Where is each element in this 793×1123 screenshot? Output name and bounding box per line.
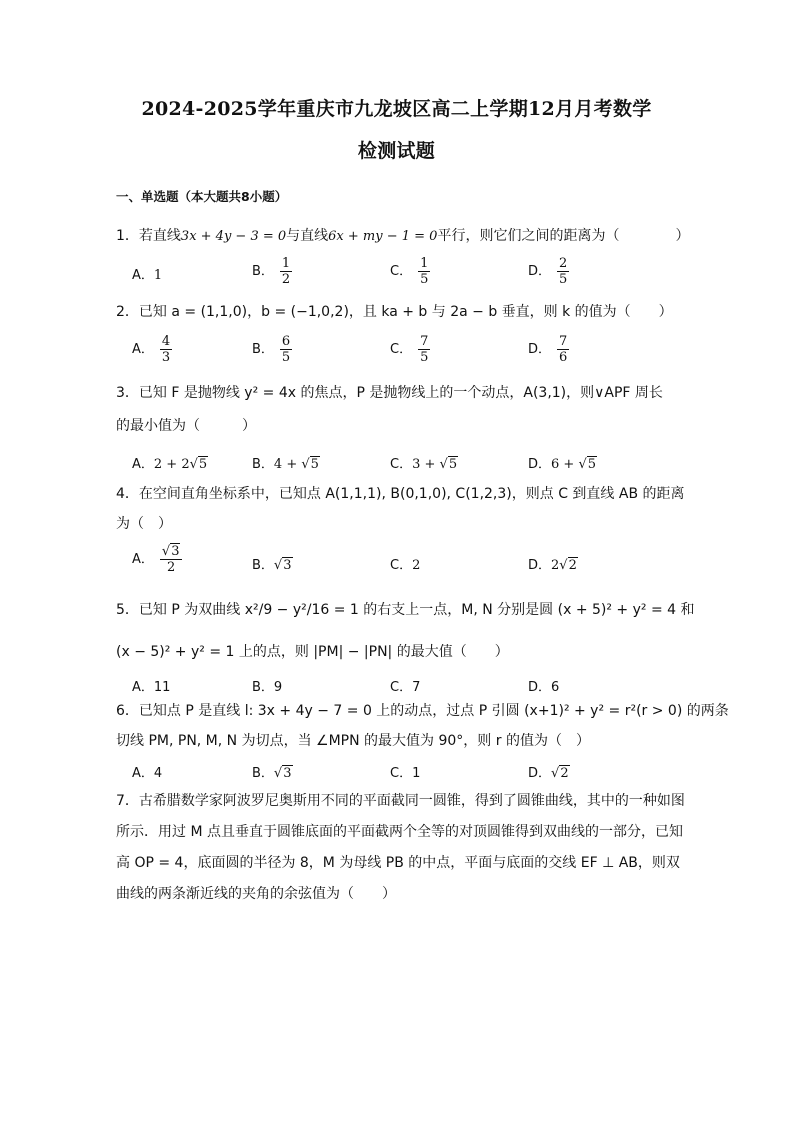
radicand: 5 — [198, 457, 208, 472]
fraction — [557, 256, 569, 287]
q1-option-c[interactable] — [390, 256, 430, 287]
radicand: 3 — [283, 766, 292, 781]
option-label: D． — [528, 457, 552, 472]
denominator: 2 — [281, 272, 291, 287]
q5-option-a[interactable]: A．11 — [132, 680, 171, 695]
sqrt-expr: 6 + √5 — [551, 457, 597, 472]
exam-title-line1: 2024-2025学年重庆市九龙坡区高二上学期12月月考数学 — [141, 98, 652, 120]
question-5-line2: (x − 5)² + y² = 1 上的点，则 |PM| − |PN| 的最大值（ ） — [116, 644, 509, 660]
numerator: 7 — [420, 334, 429, 349]
radicand: 2 — [560, 766, 569, 781]
fraction — [280, 256, 292, 287]
option-label: B． — [252, 342, 274, 357]
sqrt-prefix: 2 — [551, 558, 560, 573]
radicand: 5 — [587, 457, 597, 472]
sqrt-expr: √2 — [551, 766, 569, 781]
q1-option-a[interactable] — [132, 264, 162, 283]
q5-option-c[interactable]: C．7 — [390, 680, 421, 695]
sqrt-expr: 4 + √5 — [273, 457, 319, 472]
question-4-line2: 为（ ） — [116, 516, 172, 532]
question-6-line1: 6．已知点 P 是直线 l: 3x + 4y − 7 = 0 上的动点，过点 P 引圆 (x+1)² + y² = r²(r > 0) 的两条 — [116, 703, 729, 719]
q3-option-c[interactable] — [390, 453, 458, 472]
sqrt-prefix: 6 + — [551, 457, 579, 472]
q6-option-a[interactable]: A．4 — [132, 766, 163, 781]
numerator: √3 — [160, 544, 183, 560]
option-label: A． — [132, 268, 154, 283]
option-value: 1 — [153, 268, 163, 283]
option-label: D． — [528, 766, 552, 781]
question-2: 2．已知 a = (1,1,0)，b = (−1,0,2)，且 ka + b 与 2a − b 垂直，则 k 的值为（ ） — [116, 304, 673, 320]
sqrt-expr: √3 — [273, 558, 292, 573]
question-5-line1: 5．已知 P 为双曲线 x²/9 − y²/16 = 1 的右支上一点，M, N 分别是圆 (x + 5)² + y² = 4 和 — [116, 602, 695, 618]
radicand: 2 — [568, 558, 577, 573]
option-label: B． — [252, 766, 274, 781]
numerator: 6 — [281, 334, 291, 349]
q6-option-d[interactable] — [528, 762, 570, 781]
q4-option-d[interactable] — [528, 554, 578, 573]
numerator: 7 — [559, 334, 568, 349]
q2-option-d[interactable] — [528, 334, 569, 365]
q4-option-c[interactable] — [390, 554, 420, 573]
option-label: C． — [390, 558, 413, 573]
numerator: 2 — [559, 256, 568, 271]
denominator: 5 — [420, 350, 429, 365]
sqrt-expr: 2 + 2√5 — [153, 457, 208, 472]
fraction — [160, 334, 172, 365]
denominator: 5 — [420, 272, 429, 287]
fraction — [280, 334, 292, 365]
q6-option-b[interactable] — [252, 762, 293, 781]
sqrt-prefix: 3 + — [412, 457, 440, 472]
question-7: 7．古希腊数学家阿波罗尼奥斯用不同的平面截同一圆锥，得到了圆锥曲线，其中的一种如图所示．用过 M 点且垂直于圆锥底面的平面截两个全等的对顶圆锥得到双曲线的一部分，已知高 OP = 4，底面圆的半径为 8，M 为母线 PB 的中点，平面与底面的交线 EF ⊥ AB，则双曲线的两条渐近线的夹角的余弦值为（ ） — [116, 793, 685, 902]
q2-option-b[interactable] — [252, 334, 292, 365]
option-label: A． — [132, 552, 154, 567]
q1-eq1: 3x + 4y − 3 = 0 — [180, 229, 287, 244]
option-label: C． — [390, 342, 413, 357]
q6-option-c[interactable]: C．1 — [390, 766, 421, 781]
numerator: 1 — [420, 256, 429, 271]
question-6-line2: 切线 PM, PN, M, N 为切点，当 ∠MPN 的最大值为 90°，则 r 的值为（ ） — [116, 733, 590, 749]
fraction — [557, 334, 569, 365]
section-heading-single-choice: 一、单选题（本大题共8小题） — [116, 189, 288, 204]
q1-option-d[interactable] — [528, 256, 569, 287]
fraction — [418, 334, 430, 365]
radicand: 5 — [310, 457, 319, 472]
numerator: 1 — [281, 256, 291, 271]
q1-prefix: 1．若直线 — [116, 228, 181, 244]
denominator: 2 — [167, 560, 176, 575]
option-label: B． — [252, 457, 274, 472]
q1-mid: 与直线 — [286, 228, 329, 244]
q3-option-d[interactable] — [528, 453, 597, 472]
option-value: 2 — [412, 558, 421, 573]
sqrt-prefix: 4 + — [273, 457, 302, 472]
q4-option-a[interactable] — [132, 544, 182, 575]
denominator: 5 — [281, 350, 291, 365]
question-3-line1: 3．已知 F 是抛物线 y² = 4x 的焦点，P 是抛物线上的一个动点，A(3,1)，则∨APF 周长 — [116, 385, 663, 401]
q3-option-a[interactable] — [132, 453, 208, 472]
option-label: C． — [390, 457, 413, 472]
option-label: D． — [528, 558, 552, 573]
denominator: 6 — [559, 350, 568, 365]
q4-option-b[interactable] — [252, 554, 293, 573]
q3-option-b[interactable] — [252, 453, 320, 472]
sqrt-expr: √3 — [273, 766, 292, 781]
option-label: B． — [252, 558, 274, 573]
option-label: A． — [132, 342, 154, 357]
radicand: 3 — [171, 544, 180, 559]
q5-option-d[interactable]: D．6 — [528, 680, 560, 695]
q2-option-c[interactable] — [390, 334, 430, 365]
fraction — [160, 544, 183, 575]
q2-option-a[interactable] — [132, 334, 172, 365]
sqrt-expr: 2√2 — [551, 558, 577, 573]
denominator: 3 — [161, 350, 171, 365]
option-label: D． — [528, 264, 552, 279]
radicand: 3 — [283, 558, 292, 573]
radicand: 5 — [448, 457, 458, 472]
option-label: D． — [528, 342, 552, 357]
q1-eq2: 6x + my − 1 = 0 — [328, 229, 438, 244]
denominator: 5 — [559, 272, 568, 287]
q1-suffix: 平行，则它们之间的距离为（ ） — [437, 228, 690, 244]
question-3-line2: 的最小值为（ ） — [116, 418, 256, 434]
numerator: 4 — [161, 334, 171, 349]
fraction — [418, 256, 430, 287]
exam-title-line2: 检测试题 — [357, 140, 436, 162]
option-label: B． — [252, 264, 274, 279]
question-4-line1: 4．在空间直角坐标系中，已知点 A(1,1,1), B(0,1,0), C(1,2,3)，则点 C 到直线 AB 的距离 — [116, 486, 685, 502]
option-label: C． — [390, 264, 413, 279]
question-1 — [116, 226, 689, 247]
q5-option-b[interactable]: B．9 — [252, 680, 283, 695]
sqrt-expr: 3 + √5 — [412, 457, 458, 472]
q1-option-b[interactable] — [252, 256, 292, 287]
sqrt-prefix: 2 + 2 — [153, 457, 190, 472]
option-label: A． — [132, 457, 154, 472]
